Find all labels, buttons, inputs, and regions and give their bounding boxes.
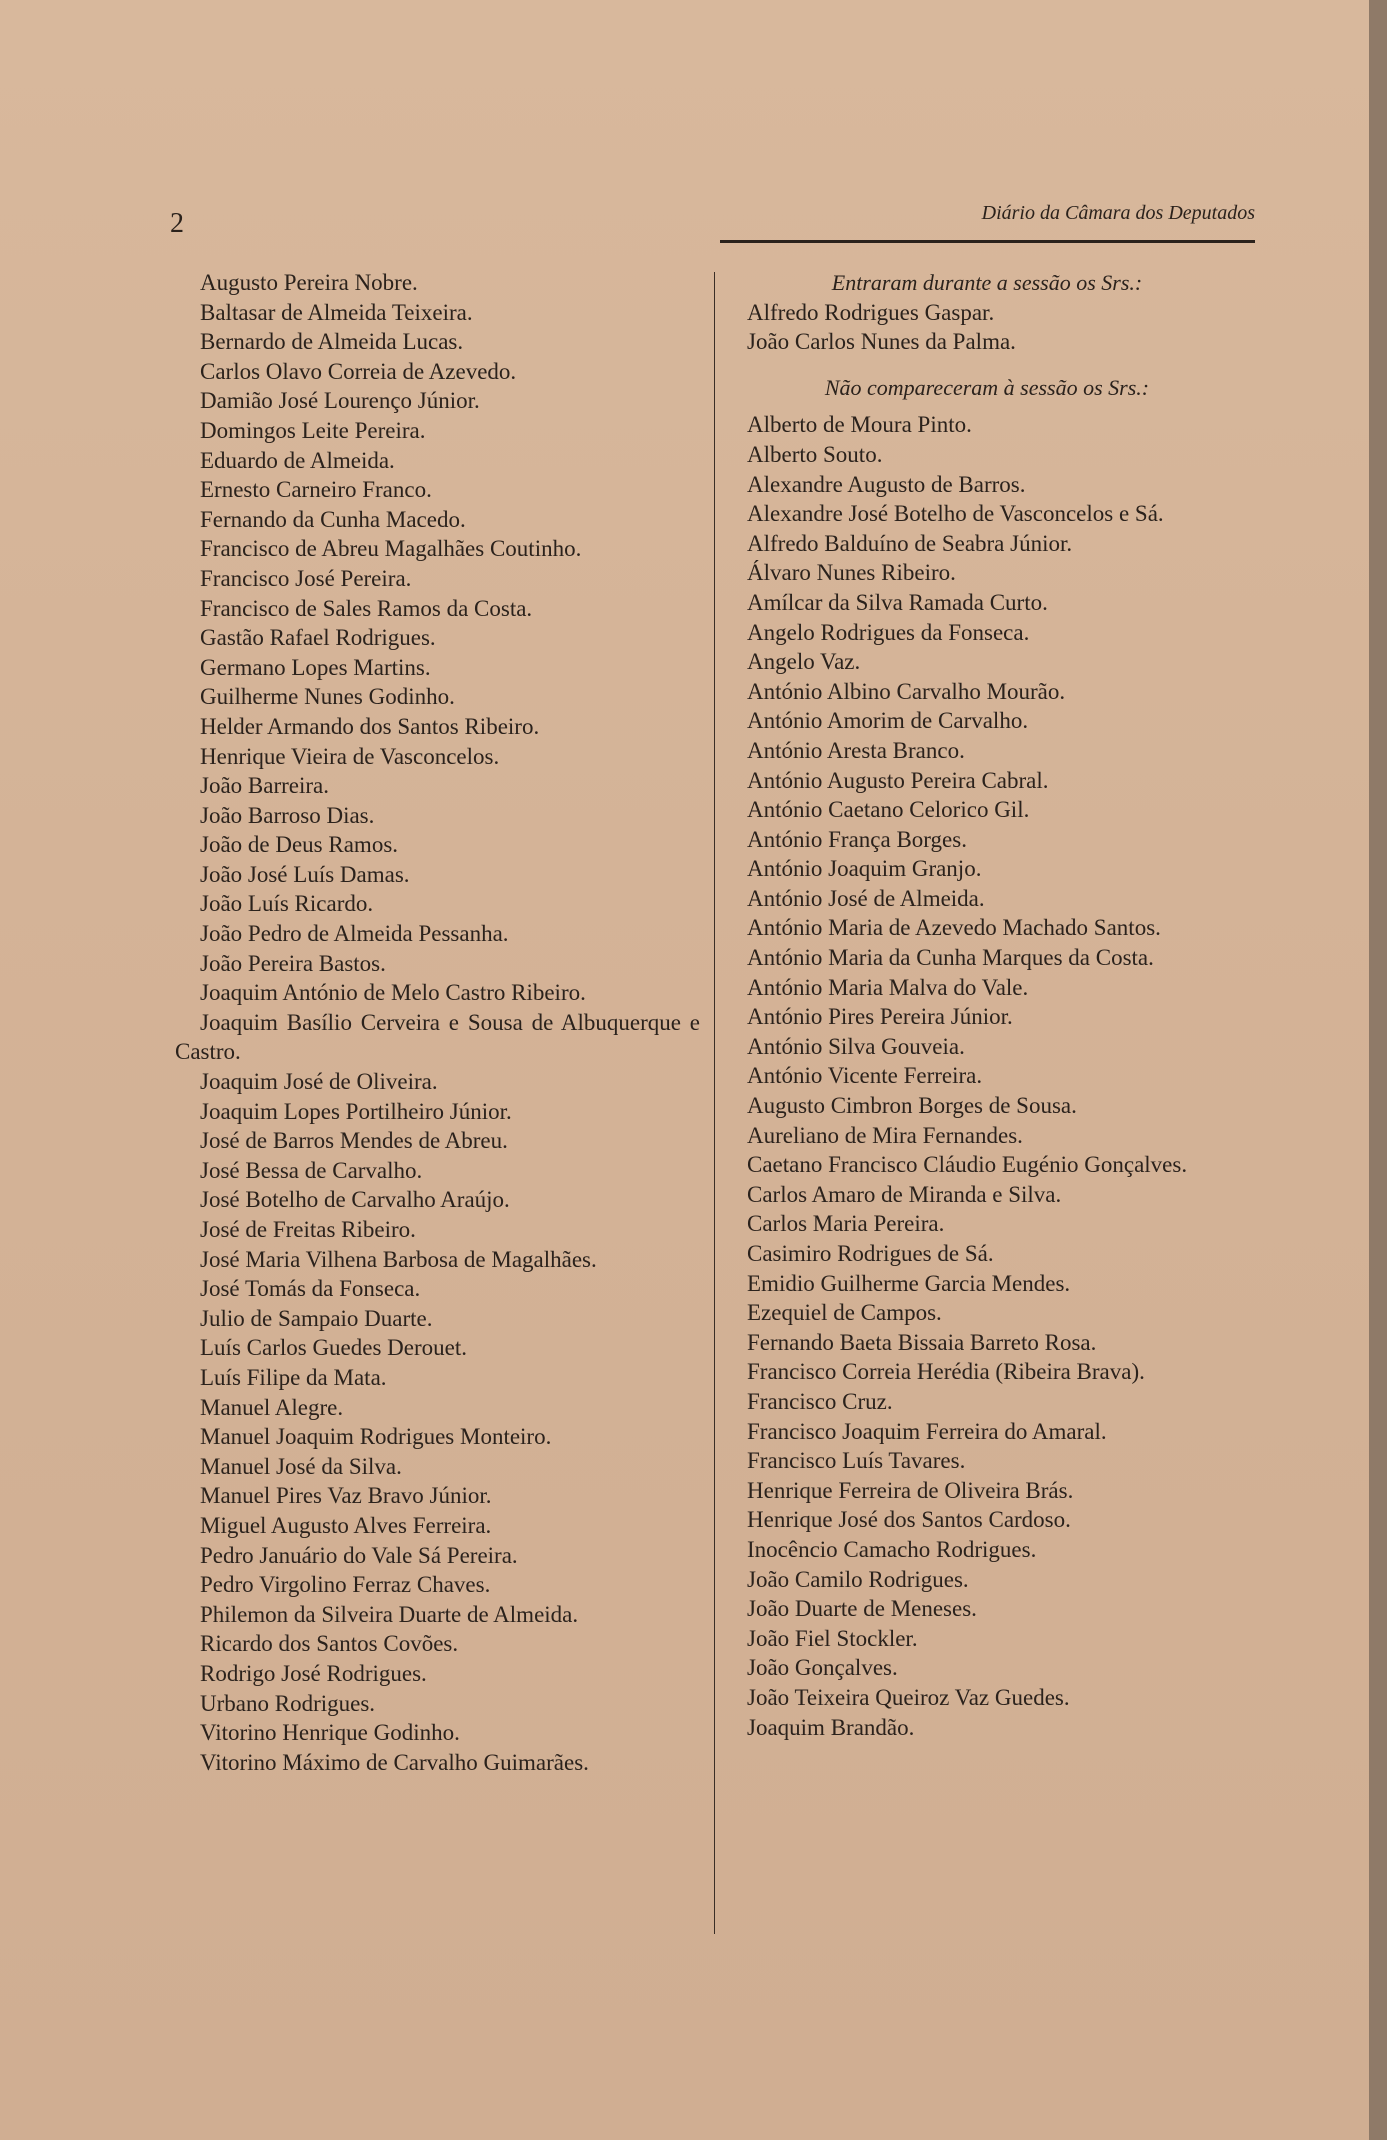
name-entry: Luís Filipe da Mata. — [200, 1364, 387, 1390]
name-entry: José Botelho de Carvalho Araújo. — [200, 1187, 510, 1213]
name-entry: Ricardo dos Santos Covões. — [200, 1631, 459, 1657]
name-entry: António Maria de Azevedo Machado Santos. — [747, 915, 1161, 941]
name-entry: Carlos Olavo Correia de Azevedo. — [200, 358, 517, 384]
name-entry: Julio de Sampaio Duarte. — [200, 1305, 433, 1331]
name-entry: Alfredo Balduíno de Seabra Júnior. — [747, 530, 1073, 556]
name-entry: Domingos Leite Pereira. — [200, 417, 426, 443]
name-entry: Francisco Luís Tavares. — [747, 1448, 966, 1474]
name-entry: Vitorino Máximo de Carvalho Guimarães. — [200, 1749, 589, 1775]
name-entry: José Maria Vilhena Barbosa de Magalhães. — [200, 1246, 597, 1272]
name-entry: Joaquim Lopes Portilheiro Júnior. — [200, 1098, 512, 1124]
name-entry: Manuel Alegre. — [200, 1394, 344, 1420]
name-entry: João Luís Ricardo. — [200, 891, 374, 917]
name-entry: Joaquim António de Melo Castro Ribeiro. — [200, 980, 586, 1006]
name-entry: Alexandre José Botelho de Vasconcelos e Sá. — [747, 501, 1164, 527]
name-entry: António Maria da Cunha Marques da Costa. — [747, 945, 1154, 971]
name-entry: Augusto Cimbron Borges de Sousa. — [747, 1093, 1077, 1119]
name-entry: Manuel Pires Vaz Bravo Júnior. — [200, 1483, 492, 1509]
name-entry: Carlos Maria Pereira. — [747, 1211, 945, 1237]
name-entry: António França Borges. — [747, 826, 967, 852]
name-entry: Aureliano de Mira Fernandes. — [747, 1122, 1023, 1148]
name-entry: João Carlos Nunes da Palma. — [747, 329, 1016, 355]
name-entry: Manuel José da Silva. — [200, 1453, 402, 1479]
name-entry: António Maria Malva do Vale. — [747, 974, 1029, 1000]
name-entry: Ernesto Carneiro Franco. — [200, 477, 432, 503]
name-entry: Alfredo Rodrigues Gaspar. — [747, 299, 995, 325]
page-number: 2 — [170, 208, 184, 239]
section-gap — [722, 357, 1252, 373]
name-entry: João José Luís Damas. — [200, 861, 410, 887]
name-entry: António Caetano Celorico Gil. — [747, 797, 1030, 823]
name-entry: João Pereira Bastos. — [200, 950, 386, 976]
name-entry: Ezequiel de Campos. — [747, 1300, 942, 1326]
name-entry: Henrique Vieira de Vasconcelos. — [200, 743, 500, 769]
name-entry: Francisco Cruz. — [747, 1388, 893, 1414]
name-entry: António José de Almeida. — [747, 885, 985, 911]
name-entry: Augusto Pereira Nobre. — [200, 270, 418, 295]
name-entry: António Augusto Pereira Cabral. — [747, 767, 1049, 793]
name-entry: Baltasar de Almeida Teixeira. — [200, 299, 473, 325]
name-entry: Francisco Joaquim Ferreira do Amaral. — [747, 1418, 1107, 1444]
name-entry: Manuel Joaquim Rodrigues Monteiro. — [200, 1424, 552, 1450]
name-entry: Francisco José Pereira. — [200, 565, 412, 591]
name-entry: Fernando Baeta Bissaia Barreto Rosa. — [747, 1329, 1097, 1355]
name-entry: João Gonçalves. — [747, 1655, 898, 1681]
name-entry: João de Deus Ramos. — [200, 832, 399, 858]
name-entry: João Fiel Stockler. — [747, 1625, 918, 1651]
name-entry: Alberto de Moura Pinto. — [747, 412, 972, 438]
name-entry: António Aresta Branco. — [747, 737, 965, 763]
name-entry: Angelo Rodrigues da Fonseca. — [747, 619, 1030, 645]
name-entry: Rodrigo José Rodrigues. — [200, 1660, 427, 1686]
name-entry: José Bessa de Carvalho. — [200, 1157, 423, 1183]
name-entry: Francisco de Abreu Magalhães Coutinho. — [200, 536, 582, 562]
name-entry: Gastão Rafael Rodrigues. — [200, 625, 436, 651]
name-entry: António Pires Pereira Júnior. — [747, 1004, 1013, 1030]
name-entry: Alexandre Augusto de Barros. — [747, 471, 1026, 497]
name-entry: Emidio Guilherme Garcia Mendes. — [747, 1270, 1071, 1296]
name-entry: Casimiro Rodrigues de Sá. — [747, 1241, 994, 1266]
name-entry: Pedro Virgolino Ferraz Chaves. — [200, 1572, 491, 1598]
name-entry: Henrique Ferreira de Oliveira Brás. — [747, 1477, 1074, 1503]
name-entry: Carlos Amaro de Miranda e Silva. — [747, 1181, 1062, 1207]
entered-heading: Entraram durante a sessão os Srs.: — [831, 270, 1143, 295]
name-entry: António Joaquim Granjo. — [747, 856, 982, 882]
absent-list — [722, 410, 1252, 1742]
name-entry: Alberto Souto. — [747, 441, 883, 467]
name-entry: João Barroso Dias. — [200, 802, 375, 828]
running-header-title: Diário da Câmara dos Deputados — [981, 202, 1255, 224]
name-entry: Pedro Januário do Vale Sá Pereira. — [200, 1542, 518, 1568]
name-entry: José Tomás da Fonseca. — [200, 1276, 421, 1302]
name-entry: António Albino Carvalho Mourão. — [747, 678, 1066, 704]
header-rule — [720, 240, 1255, 243]
name-entry: Germano Lopes Martins. — [200, 654, 431, 680]
name-entry: Urbano Rodrigues. — [200, 1690, 376, 1716]
name-entry: Caetano Francisco Cláudio Eugénio Gonçalves. — [747, 1152, 1188, 1178]
name-entry: António Silva Gouveia. — [747, 1033, 965, 1059]
name-entry: Luís Carlos Guedes Derouet. — [200, 1335, 467, 1361]
name-entry: Guilherme Nunes Godinho. — [200, 684, 455, 710]
name-entry: António Amorim de Carvalho. — [747, 708, 1029, 734]
name-entry: José de Freitas Ribeiro. — [200, 1217, 416, 1242]
name-entry: Joaquim José de Oliveira. — [200, 1069, 438, 1095]
name-entry: Henrique José dos Santos Cardoso. — [747, 1507, 1071, 1533]
name-entry: Álvaro Nunes Ribeiro. — [747, 560, 956, 586]
name-entry: João Pedro de Almeida Pessanha. — [200, 921, 509, 947]
name-entry: João Camilo Rodrigues. — [747, 1566, 969, 1592]
name-entry: Vitorino Henrique Godinho. — [200, 1720, 460, 1746]
name-entry: Angelo Vaz. — [747, 649, 861, 675]
name-entry: José de Barros Mendes de Abreu. — [200, 1128, 508, 1154]
name-entry: Amílcar da Silva Ramada Curto. — [747, 589, 1048, 615]
name-entry: Eduardo de Almeida. — [200, 447, 395, 473]
name-entry: Fernando da Cunha Macedo. — [200, 506, 466, 532]
name-entry: Miguel Augusto Alves Ferreira. — [200, 1512, 492, 1538]
name-entry: João Duarte de Meneses. — [747, 1596, 977, 1622]
name-entry: António Vicente Ferreira. — [747, 1063, 983, 1089]
name-entry: Joaquim Basílio Cerveira e Sousa de Albuquerque e Castro. — [175, 1009, 700, 1065]
name-entry: Francisco Correia Herédia (Ribeira Brava). — [747, 1359, 1145, 1385]
absent-heading: Não compareceram à sessão os Srs.: — [824, 374, 1150, 400]
entered-list — [722, 298, 1252, 357]
name-entry: Philemon da Silveira Duarte de Almeida. — [200, 1601, 579, 1627]
page-edge — [1369, 0, 1387, 2140]
name-entry: Francisco de Sales Ramos da Costa. — [200, 595, 533, 621]
name-entry: Helder Armando dos Santos Ribeiro. — [200, 713, 540, 739]
name-entry: Joaquim Brandão. — [747, 1714, 915, 1740]
name-entry: João Teixeira Queiroz Vaz Guedes. — [747, 1684, 1070, 1710]
left-column — [175, 268, 700, 1777]
column-divider — [714, 272, 715, 1934]
name-entry: Damião José Lourenço Júnior. — [200, 388, 480, 414]
section-gap — [722, 402, 1252, 410]
right-column — [722, 268, 1252, 1742]
name-entry: João Barreira. — [200, 773, 329, 799]
name-entry: Inocêncio Camacho Rodrigues. — [747, 1536, 1037, 1562]
name-entry: Bernardo de Almeida Lucas. — [200, 329, 464, 355]
